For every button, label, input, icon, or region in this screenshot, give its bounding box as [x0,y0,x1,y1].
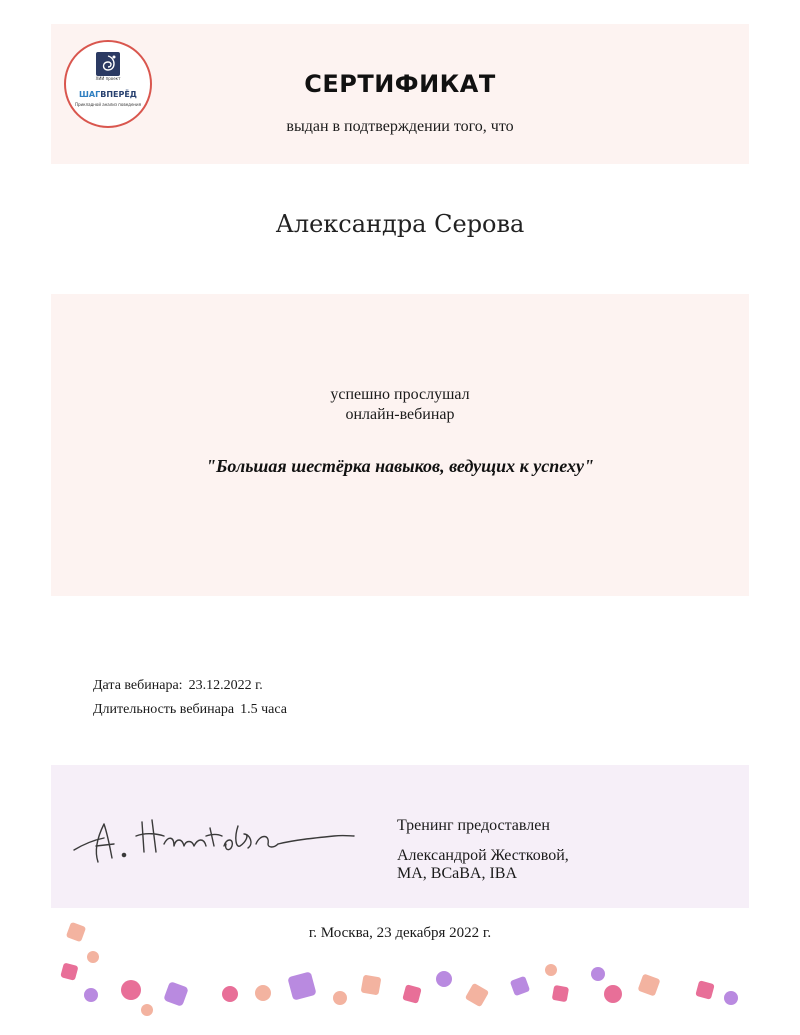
webinar-duration-label: Длительность вебинара [93,702,235,717]
webinar-duration-value: 1.5 часа [240,702,287,717]
handwritten-signature [64,800,364,875]
webinar-duration [93,702,287,718]
trainer-credentials: MA, BCaBA, IBA [397,865,518,882]
certificate-subtitle: выдан в подтверждении того, что [286,118,514,135]
certificate-title: СЕРТИФИКАТ [304,70,496,98]
webinar-date-label: Дата вебинара: [93,678,183,693]
logo-brand-part1: ШАГ [79,90,101,99]
logo-tagline: Прикладной анализ поведения [74,102,142,107]
trainer-name: Александрой Жестковой, [397,847,569,864]
body-band [51,294,749,596]
trainer-provided-label: Тренинг предоставлен [397,817,550,834]
logo-project-caption: ХИИ проект [95,76,121,81]
recipient-name: Александра Серова [275,210,525,238]
webinar-date [93,678,263,694]
webinar-date-value: 23.12.2022 г. [188,678,263,693]
city-date: г. Москва, 23 декабря 2022 г. [308,925,492,941]
confetti-decoration [0,910,800,1035]
completion-line-2: онлайн-вебинар [345,406,455,423]
completion-line-1: успешно прослушал [330,386,470,403]
webinar-title: "Большая шестёрка навыков, ведущих к успеху" [205,456,594,476]
confetti-shapes [60,922,738,1016]
logo-brand-part2: ВПЕРЁД [100,90,137,99]
